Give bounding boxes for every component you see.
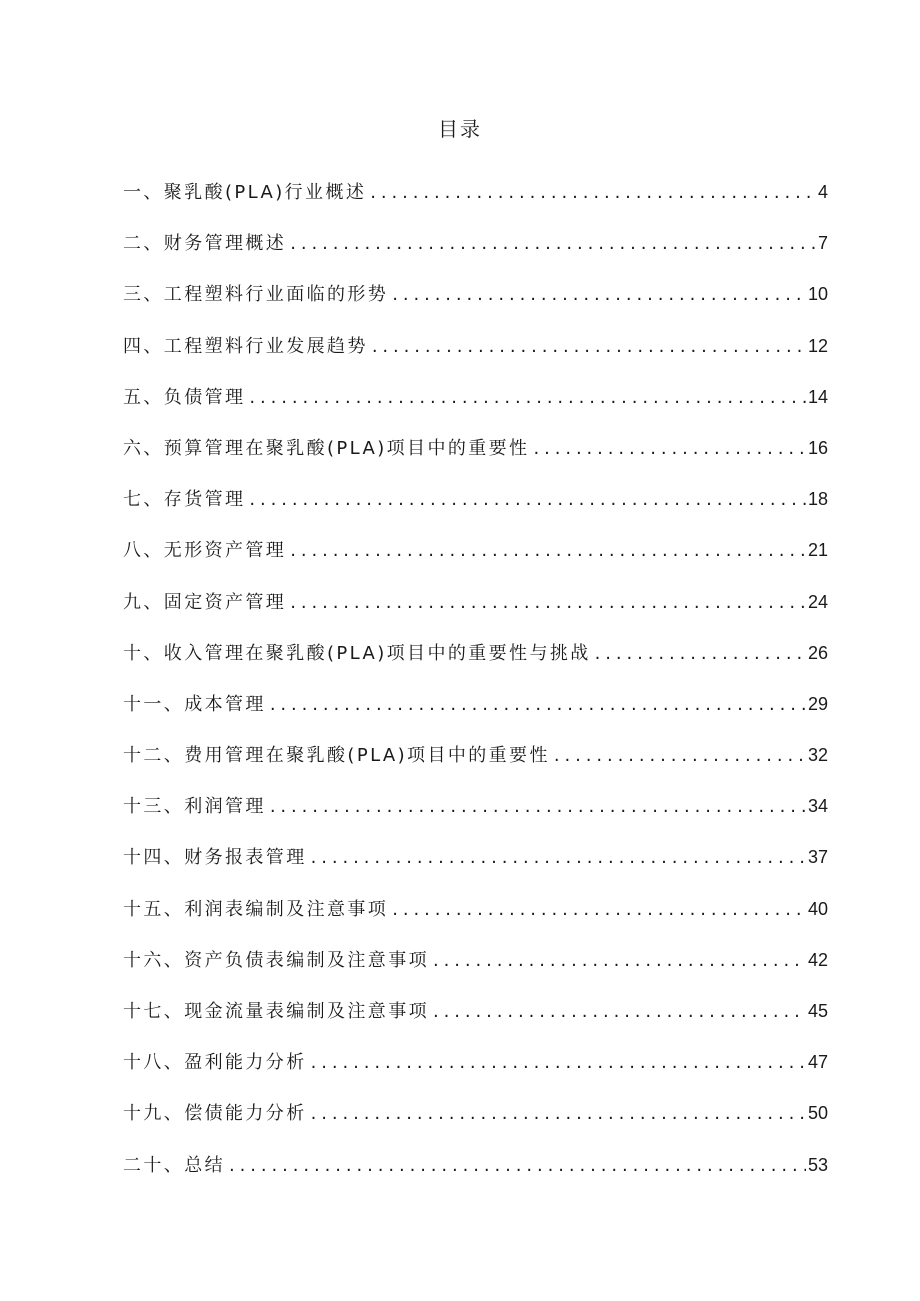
toc-entry[interactable]	[123, 791, 828, 842]
toc-entry-text: 十一、成本管理	[123, 693, 266, 715]
toc-leader-dots	[270, 792, 806, 822]
toc-entry-text: 十八、盈利能力分析	[123, 1052, 307, 1074]
toc-entry-text: 十二、费用管理在聚乳酸(PLA)项目中的重要性	[123, 745, 550, 767]
toc-leader-dots	[290, 536, 806, 566]
toc-entry-page: 50	[807, 1103, 828, 1124]
toc-entry-text: 三、工程塑料行业面临的形势	[123, 284, 389, 306]
toc-entry[interactable]	[123, 484, 828, 535]
toc-leader-dots	[311, 1048, 806, 1078]
toc-entry-page: 10	[807, 284, 828, 305]
toc-entry-text: 十四、财务报表管理	[123, 847, 307, 869]
toc-leader-dots	[311, 1099, 806, 1129]
toc-entry-text: 七、存货管理	[123, 489, 246, 511]
toc-entry-text: 九、固定资产管理	[123, 591, 287, 613]
toc-entry[interactable]	[123, 894, 828, 945]
toc-leader-dots	[249, 383, 806, 413]
toc-entry[interactable]	[123, 331, 828, 382]
toc-entry-page: 18	[807, 489, 828, 510]
toc-entry-text: 二十、总结	[123, 1154, 225, 1176]
toc-entry-page: 14	[807, 386, 828, 407]
toc-entry[interactable]	[123, 587, 828, 638]
toc-leader-dots	[433, 946, 806, 976]
toc-entry-page: 32	[807, 745, 828, 766]
toc-entry[interactable]	[123, 279, 828, 330]
toc-entry-text: 十五、利润表编制及注意事项	[123, 898, 389, 920]
toc-leader-dots	[433, 997, 806, 1027]
toc-entry-page: 40	[807, 898, 828, 919]
toc-entry-text: 六、预算管理在聚乳酸(PLA)项目中的重要性	[123, 437, 530, 459]
toc-leader-dots	[554, 741, 806, 771]
toc-leader-dots	[311, 843, 806, 873]
toc-entry[interactable]	[123, 689, 828, 740]
toc-entry[interactable]	[123, 740, 828, 791]
toc-entry-page: 53	[807, 1154, 828, 1175]
toc-title: 目录	[438, 117, 482, 141]
toc-entry-page: 34	[807, 796, 828, 817]
toc-leader-dots	[270, 690, 806, 720]
toc-entry-page: 12	[807, 335, 828, 356]
toc-leader-dots	[595, 639, 806, 669]
toc-entry[interactable]	[123, 177, 828, 228]
toc-entry-text: 一、聚乳酸(PLA)行业概述	[123, 182, 367, 203]
toc-list	[123, 177, 828, 1201]
toc-entry-page: 24	[807, 591, 828, 612]
toc-entry-page: 7	[817, 233, 828, 254]
toc-leader-dots	[229, 1151, 806, 1181]
toc-entry[interactable]	[123, 1150, 828, 1201]
toc-entry-page: 37	[807, 847, 828, 868]
toc-entry-text: 二、财务管理概述	[123, 233, 287, 255]
toc-entry-page: 45	[807, 1001, 828, 1021]
toc-leader-dots	[370, 178, 816, 208]
toc-leader-dots	[392, 895, 806, 925]
toc-entry[interactable]	[123, 382, 828, 433]
toc-entry[interactable]	[123, 535, 828, 586]
toc-entry-page: 47	[807, 1052, 828, 1073]
toc-entry-text: 四、工程塑料行业发展趋势	[123, 335, 368, 357]
toc-entry[interactable]	[123, 842, 828, 893]
toc-leader-dots	[290, 588, 806, 618]
toc-entry[interactable]	[123, 433, 828, 484]
toc-entry-page: 21	[807, 540, 828, 561]
toc-leader-dots	[533, 434, 806, 464]
toc-entry-page: 26	[807, 642, 828, 663]
toc-entry[interactable]	[123, 945, 828, 996]
toc-entry-text: 十七、现金流量表编制及注意事项	[123, 1001, 429, 1022]
toc-entry-text: 八、无形资产管理	[123, 540, 287, 562]
toc-entry[interactable]	[123, 638, 828, 689]
toc-leader-dots	[290, 229, 816, 259]
toc-entry-text: 十、收入管理在聚乳酸(PLA)项目中的重要性与挑战	[123, 642, 591, 664]
toc-leader-dots	[372, 332, 806, 362]
toc-entry-text: 十三、利润管理	[123, 796, 266, 818]
toc-entry-text: 十九、偿债能力分析	[123, 1103, 307, 1125]
toc-entry-page: 16	[807, 437, 828, 458]
toc-leader-dots	[392, 280, 806, 310]
toc-entry-page: 29	[807, 693, 828, 714]
toc-entry-page: 4	[817, 182, 828, 202]
toc-entry[interactable]	[123, 1098, 828, 1149]
toc-entry[interactable]	[123, 996, 828, 1047]
toc-entry-text: 十六、资产负债表编制及注意事项	[123, 949, 429, 971]
toc-leader-dots	[249, 485, 806, 515]
toc-entry-page: 42	[807, 949, 828, 970]
toc-entry[interactable]	[123, 1047, 828, 1098]
toc-entry[interactable]	[123, 228, 828, 279]
toc-entry-text: 五、负债管理	[123, 386, 246, 408]
